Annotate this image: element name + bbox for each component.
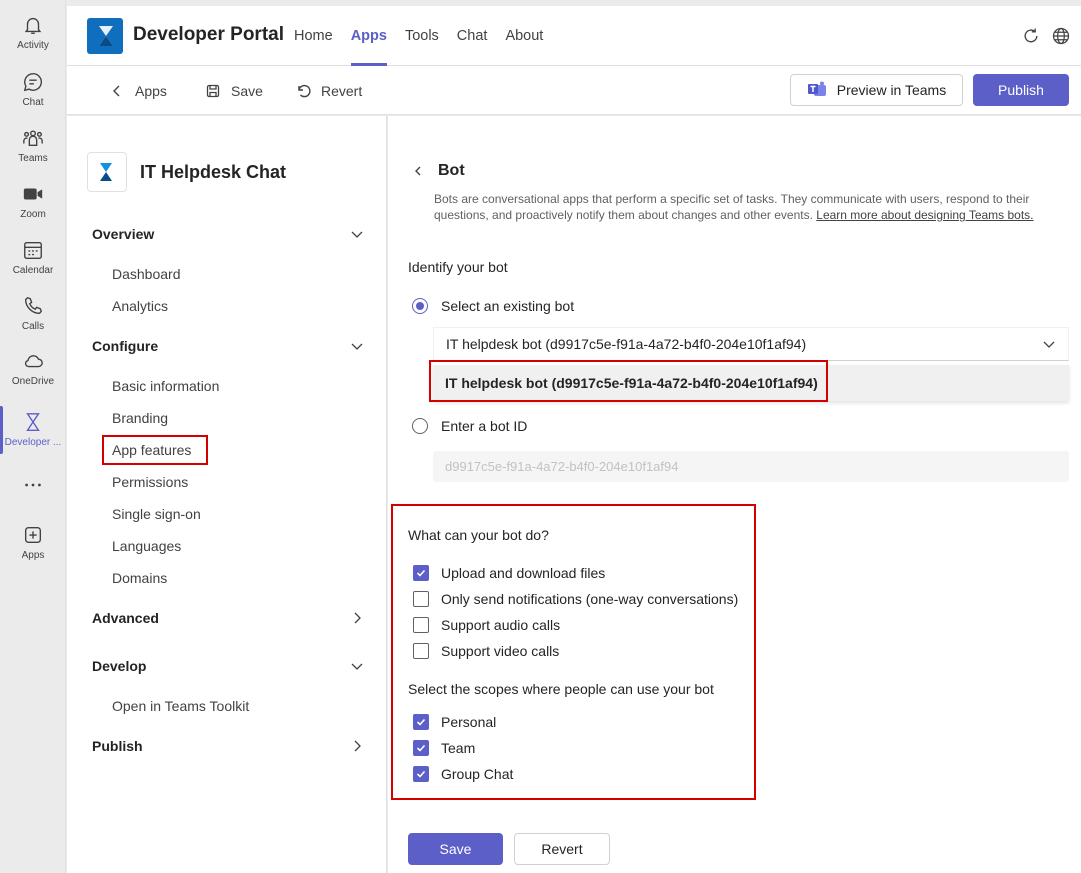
description-text: Bots are conversational apps that perform a specific set of tasks. They communicate with users, respond to their questions, and proactively notify them about changes and other events. [434, 192, 1030, 222]
teams-logo-icon [807, 81, 827, 99]
checkbox-checked [413, 740, 429, 756]
nav-domains[interactable]: Domains [112, 570, 168, 586]
learn-more-link[interactable]: Learn more about designing Teams bots. [816, 208, 1034, 222]
checkbox-label: Personal [441, 714, 497, 730]
nav-about[interactable]: About [505, 28, 544, 44]
section-develop[interactable] [92, 658, 364, 674]
cloud-icon [22, 350, 44, 372]
back-label: Apps [135, 82, 167, 99]
save-button[interactable]: Save [408, 833, 503, 865]
chevron-down-icon [350, 227, 364, 241]
rail-developer-portal[interactable] [0, 411, 66, 448]
rail-activity[interactable] [0, 14, 66, 51]
checkbox-label: Only send notifications (one-way conversations) [441, 591, 739, 607]
teams-icon [22, 127, 44, 149]
rail-zoom[interactable] [0, 183, 66, 220]
chevron-down-icon [1042, 337, 1056, 351]
bot-select-dropdown[interactable] [433, 327, 1069, 361]
rail-calendar[interactable] [0, 239, 66, 276]
save-label: Save [231, 82, 263, 99]
nav-analytics[interactable]: Analytics [112, 298, 169, 314]
toolbar-revert-button[interactable] [295, 66, 362, 115]
radio-select-existing-bot[interactable] [412, 298, 574, 314]
radio-unselected [412, 418, 428, 434]
checkbox-support-video-calls[interactable] [413, 643, 559, 659]
page-title: Bot [438, 162, 465, 179]
checkbox-support-audio-calls[interactable] [413, 617, 560, 633]
rail-label: Apps [21, 550, 45, 561]
undo-icon [295, 83, 311, 99]
scopes-label: Select the scopes where people can use your bot [408, 681, 714, 697]
checkbox-checked [413, 714, 429, 730]
radio-label: Select an existing bot [441, 298, 575, 314]
calendar-icon [22, 239, 44, 261]
nav-permissions[interactable]: Permissions [112, 474, 189, 490]
globe-icon[interactable] [1051, 26, 1071, 46]
dropdown-value: IT helpdesk bot (d9917c5e-f91a-4a72-b4f0-204e10f1af94) [446, 336, 807, 352]
bell-icon [22, 14, 44, 36]
checkbox-label: Upload and download files [441, 565, 606, 581]
back-to-apps-button[interactable] [109, 66, 167, 115]
checkbox-scope-team[interactable] [413, 740, 475, 756]
revert-button[interactable]: Revert [514, 833, 610, 865]
checkbox-upload-download-files[interactable] [413, 565, 605, 581]
save-icon [205, 83, 221, 99]
rail-teams[interactable] [0, 127, 66, 164]
chevron-left-icon [412, 165, 424, 177]
rail-chat[interactable] [0, 71, 66, 108]
radio-enter-bot-id[interactable] [412, 418, 527, 434]
identify-bot-label: Identify your bot [408, 259, 508, 275]
nav-branding[interactable]: Branding [112, 410, 169, 426]
rail-more[interactable] [0, 474, 66, 496]
refresh-icon[interactable] [1021, 26, 1041, 46]
rail-label: Zoom [20, 209, 46, 220]
rail-label: OneDrive [11, 376, 55, 387]
rail-apps[interactable] [0, 524, 66, 561]
chevron-left-icon [109, 83, 125, 99]
revert-label: Revert [321, 82, 363, 99]
checkmark-icon [415, 567, 427, 579]
rail-label: Teams [18, 153, 48, 164]
dropdown-option-it-helpdesk-bot[interactable]: IT helpdesk bot (d9917c5e-f91a-4a72-b4f0-204e10f1af94) [433, 365, 1069, 401]
chat-icon [22, 71, 44, 93]
back-to-app-features-button[interactable] [412, 162, 465, 180]
rail-label: Developer ... [4, 437, 62, 448]
chevron-right-icon [350, 739, 364, 753]
top-header [67, 0, 1081, 66]
app-sidebar [67, 116, 387, 873]
rail-label: Chat [22, 97, 44, 108]
capabilities-label: What can your bot do? [408, 527, 549, 543]
section-advanced[interactable] [92, 610, 364, 626]
nav-basic-information[interactable]: Basic information [112, 378, 220, 394]
checkbox-label: Support video calls [441, 643, 560, 659]
section-title: Develop [92, 658, 147, 674]
nav-single-sign-on[interactable]: Single sign-on [112, 506, 201, 522]
checkbox-label: Group Chat [441, 766, 514, 782]
radio-selected [412, 298, 428, 314]
bot-settings-panel [388, 116, 1081, 873]
checkmark-icon [415, 768, 427, 780]
chevron-down-icon [350, 659, 364, 673]
nav-chat[interactable]: Chat [456, 28, 488, 44]
developer-portal-logo [87, 18, 123, 54]
rail-label: Calls [21, 321, 45, 332]
toolbar-save-button[interactable] [205, 66, 263, 115]
more-icon [22, 474, 44, 496]
rail-label: Calendar [12, 265, 54, 276]
checkbox-only-send-notifications[interactable] [413, 591, 738, 607]
preview-label: Preview in Teams [836, 82, 947, 98]
radio-label: Enter a bot ID [441, 418, 528, 434]
add-apps-icon [22, 524, 44, 546]
nav-languages[interactable]: Languages [112, 538, 182, 554]
checkbox-unchecked [413, 617, 429, 633]
section-overview[interactable] [92, 226, 364, 242]
section-title: Publish [92, 738, 143, 754]
app-rail [0, 0, 66, 873]
checkbox-label: Team [441, 740, 476, 756]
section-publish[interactable] [92, 738, 364, 754]
checkbox-scope-group-chat[interactable] [413, 766, 513, 782]
nav-apps[interactable]: Apps [342, 6, 396, 66]
rail-label: Activity [17, 40, 49, 51]
toolbar [67, 66, 1081, 115]
chevron-right-icon [350, 611, 364, 625]
publish-button[interactable]: Publish [973, 74, 1069, 106]
bot-description [434, 191, 1054, 223]
section-title: Advanced [92, 610, 159, 626]
top-nav [285, 6, 552, 66]
phone-icon [22, 295, 44, 317]
checkbox-checked [413, 766, 429, 782]
checkmark-icon [415, 742, 427, 754]
nav-dashboard[interactable]: Dashboard [112, 266, 181, 282]
checkbox-unchecked [413, 643, 429, 659]
rail-calls[interactable] [0, 295, 66, 332]
section-configure[interactable] [92, 338, 364, 354]
chevron-down-icon [350, 339, 364, 353]
checkbox-label: Support audio calls [441, 617, 561, 633]
bot-id-input[interactable]: d9917c5e-f91a-4a72-b4f0-204e10f1af94 [433, 451, 1069, 482]
checkmark-icon [415, 716, 427, 728]
checkbox-checked [413, 565, 429, 581]
checkbox-unchecked [413, 591, 429, 607]
video-icon [22, 183, 44, 205]
app-icon [87, 152, 127, 192]
app-logo-icon [95, 160, 119, 184]
section-title: Overview [92, 226, 155, 242]
app-name: IT Helpdesk Chat [140, 162, 287, 182]
rail-onedrive[interactable] [0, 350, 66, 387]
logo-glyph-icon [87, 18, 123, 54]
nav-tools[interactable]: Tools [404, 28, 439, 44]
preview-in-teams-button[interactable] [790, 74, 963, 106]
checkbox-scope-personal[interactable] [413, 714, 496, 730]
nav-open-in-teams-toolkit[interactable]: Open in Teams Toolkit [112, 698, 250, 714]
nav-home[interactable]: Home [294, 28, 333, 44]
portal-title: Developer Portal [133, 24, 284, 45]
developer-portal-icon [22, 411, 44, 433]
nav-app-features[interactable]: App features [112, 442, 192, 458]
section-title: Configure [92, 338, 159, 354]
